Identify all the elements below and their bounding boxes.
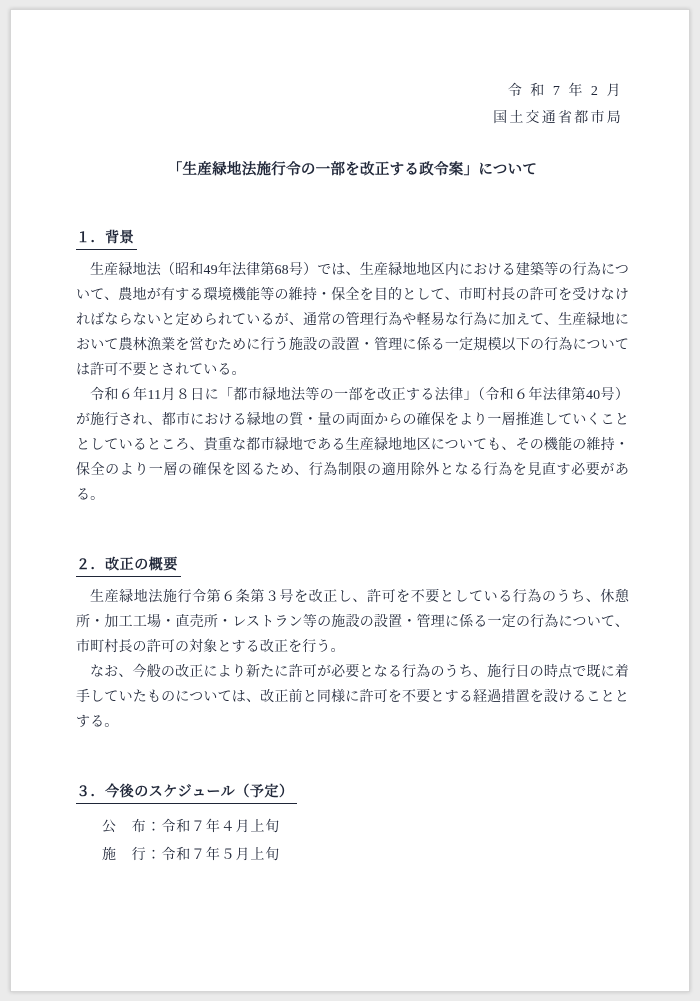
section-heading-amendment-text: ２．改正の概要: [76, 554, 181, 577]
section-heading-amendment: [76, 554, 629, 577]
section-heading-background-text: １．背景: [76, 227, 137, 250]
background-paragraph-2: 令和６年11月８日に「都市緑地法等の一部を改正する法律」（令和６年法律第40号）が施行され、都市における緑地の質・量の両面からの確保をより一層推進していくこととしているところ、貴重な都市緑地である生産緑地地区についても、その機能の維持・保全のより一層の確保を図るため、行為制限の適用除外となる行為を見直す必要がある。: [76, 388, 629, 503]
section-heading-background: [76, 227, 629, 250]
page-title: 「生産緑地法施行令の一部を改正する政令案」について: [167, 162, 538, 178]
schedule-item-enforcement: 施 行：令和７年５月上旬: [102, 848, 281, 863]
section-schedule: [76, 781, 629, 870]
date-line: 令 和 7 年 2 月: [507, 84, 623, 99]
document-page: [10, 9, 690, 992]
section-background: [76, 227, 629, 508]
section-heading-schedule: [76, 781, 629, 804]
amendment-paragraph-2: なお、今般の改正により新たに許可が必要となる行為のうち、施行日の時点で既に着手していたものについては、改正前と同様に許可を不要とする経過措置を設けることとする。: [76, 665, 629, 730]
section-heading-schedule-text: ３．今後のスケジュール（予定）: [76, 781, 297, 804]
issuing-org-line: 国土交通省都市局: [493, 111, 623, 126]
schedule-list: [76, 814, 629, 870]
section-amendment-overview: [76, 554, 629, 735]
schedule-item-promulgation: 公 布：令和７年４月上旬: [102, 820, 281, 835]
amendment-paragraph-1: 生産緑地法施行令第６条第３号を改正し、許可を不要としている行為のうち、休憩所・加工工場・直売所・レストラン等の施設の設置・管理に係る一定の行為について、市町村長の許可の対象とする改正を行う。: [76, 590, 629, 655]
background-paragraph-1: 生産緑地法（昭和49年法律第68号）では、生産緑地地区内における建築等の行為について、農地が有する環境機能等の維持・保全を目的として、市町村長の許可を受けなければならないと定められているが、通常の管理行為や軽易な行為に加えて、生産緑地において農林漁業を営むために行う施設の設置・管理に係る一定規模以下の行為については許可不要とされている。: [76, 263, 629, 378]
document-header: [76, 78, 629, 132]
